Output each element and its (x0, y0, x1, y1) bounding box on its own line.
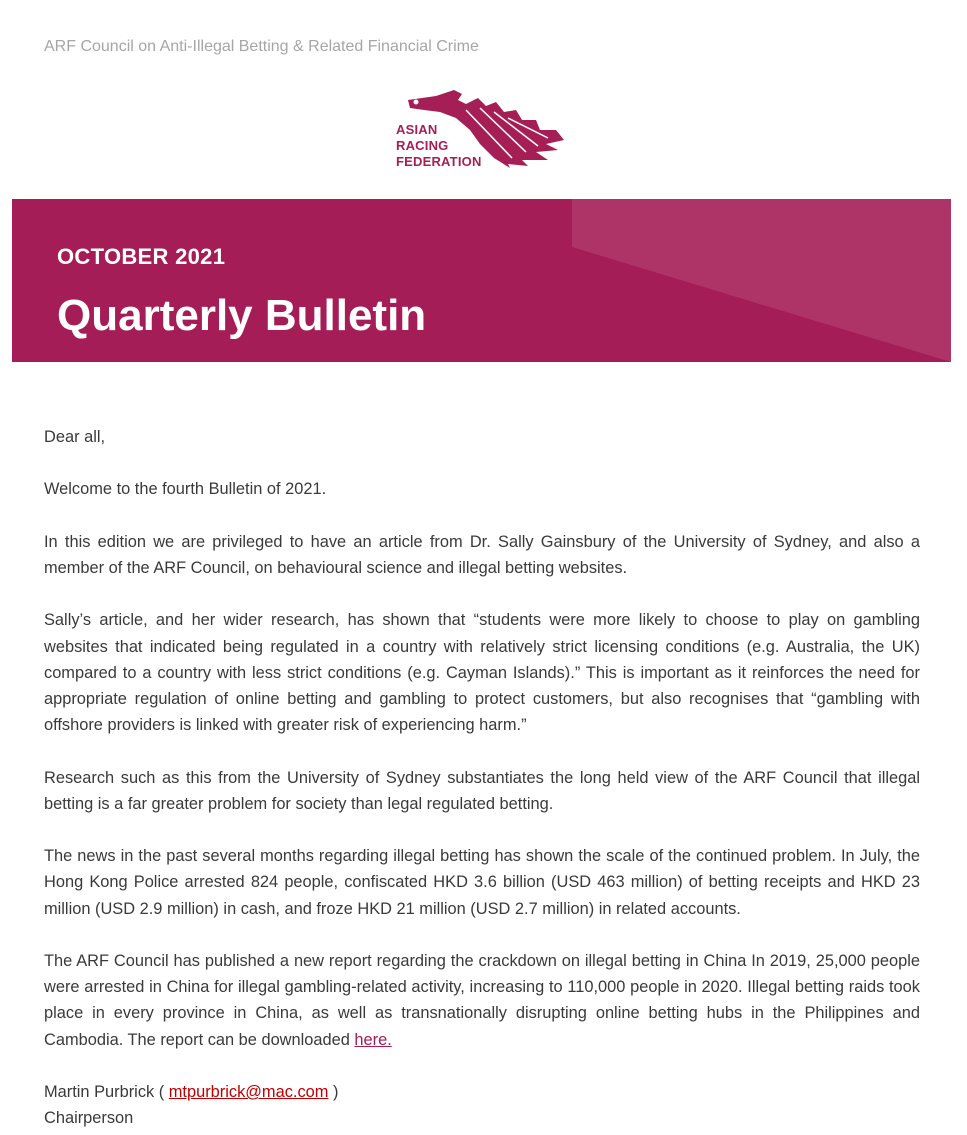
signature-name (44, 1079, 920, 1105)
paragraph-report (44, 948, 920, 1053)
bulletin-body (44, 424, 920, 1131)
greeting: Dear all, (44, 428, 106, 446)
arf-logo[interactable] (396, 86, 571, 172)
bulletin-month: OCTOBER 2021 (57, 244, 226, 269)
report-text: The ARF Council has published a new report regarding the crackdown on illegal betting in China In 2019, 25,000 people were arrested in China for illegal gambling-related activity, increasing to 110,000 people in 2020. Illegal betting raids took place in every province in China, as well as transnationally disrupting online betting hubs in the Philippines and Cambodia. The report can be downloaded (44, 951, 920, 1049)
paragraph-news: The news in the past several months regarding illegal betting has shown the scale of the continued problem. In July, the Hong Kong Police arrested 824 people, confiscated HKD 3.6 billion (USD 463 million) of betting receipts and HKD 23 million (USD 2.9 million) in cash, and froze HKD 21 million (USD 2.7 million) in related accounts. (44, 847, 920, 918)
email-link[interactable]: mtpurbrick@mac.com (168, 1082, 329, 1101)
logo-line-asian: ASIAN (396, 122, 438, 137)
bulletin-title: Quarterly Bulletin (57, 291, 427, 340)
signature-name-prefix: Martin Purbrick ( (44, 1082, 169, 1101)
logo-line-federation: FEDERATION (396, 154, 482, 169)
logo-line-racing: RACING (396, 138, 449, 153)
signature-name-suffix: ) (328, 1082, 339, 1101)
paragraph-welcome: Welcome to the fourth Bulletin of 2021. (44, 480, 327, 499)
logo-wordmark (396, 122, 482, 170)
paragraph-research: Sally’s article, and her wider research, has shown that “students were more likely to choose to play on gambling websites that indicated being regulated in a country with relatively strict licensing conditions (e.g. Australia, the UK) compared to a country with less strict conditions (e.g. Cayman Islands).” This is important as it reinforces the need for appropriate regulation of online betting and gambling to protect customers, but also recognises that “gambling with offshore providers is linked with greater risk of experiencing harm.” (44, 611, 920, 735)
paragraph-edition: In this edition we are privileged to have an article from Dr. Sally Gainsbury of the University of Sydney, and also a member of the ARF Council, on behavioural science and illegal betting websites. (44, 532, 920, 577)
paragraph-sydney: Research such as this from the University of Sydney substantiates the long held view of the ARF Council that illegal betting is a far greater problem for society than legal regulated betting. (44, 768, 920, 813)
signature-role: Chairperson (44, 1109, 134, 1128)
report-download-link[interactable]: here. (354, 1030, 392, 1049)
organization-line: ARF Council on Anti-Illegal Betting & Related Financial Crime (44, 38, 479, 55)
bulletin-banner (12, 199, 951, 362)
